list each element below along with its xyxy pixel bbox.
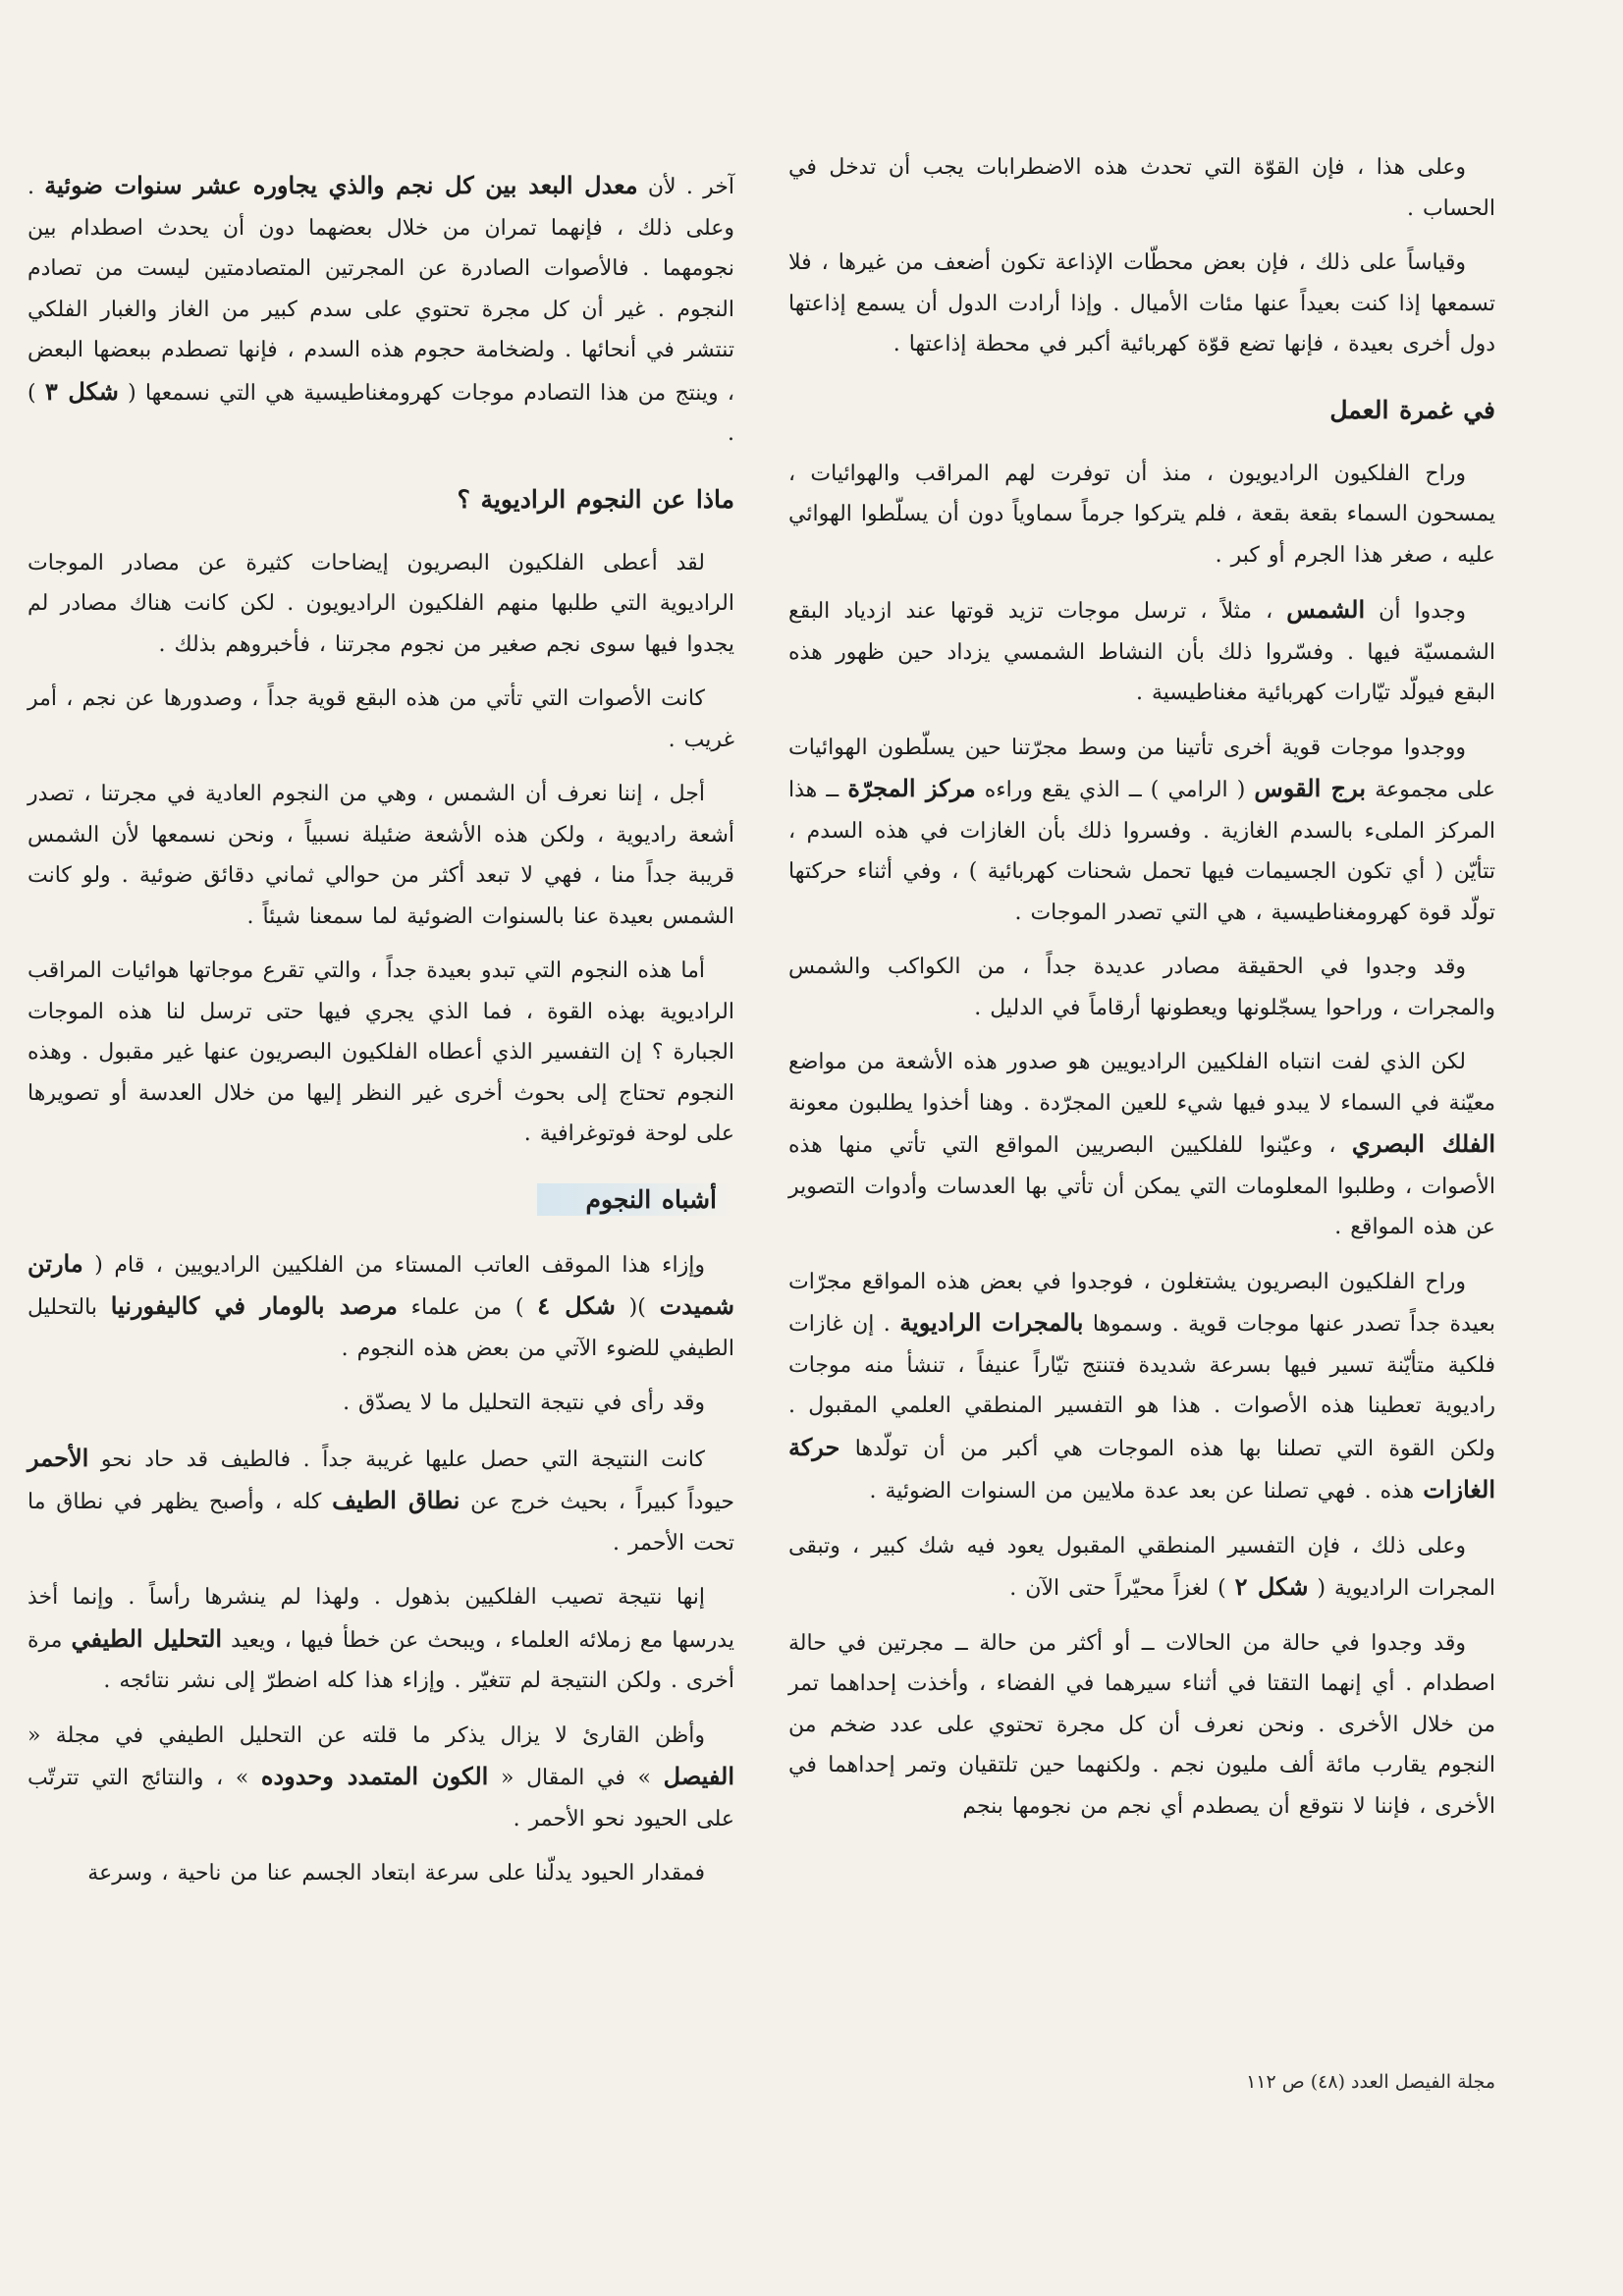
paragraph: إنها نتيجة تصيب الفلكيين بذهول . ولهذا لم ينشرها رأساً . وإنما أخذ يدرسها مع زملائه العلماء ، ويبحث عن خطأ فيها ، ويعيد التحليل الطيفي مرة أخرى . ولكن النتيجة لم تتغيّر . وإزاء هذا كله اضطرّ إلى نشر نتائجه .: [27, 1585, 734, 1693]
paragraph: وأظن القارئ لا يزال يذكر ما قلته عن التحليل الطيفي في مجلة « الفيصل » في المقال « الكون المتمدد وحدوده » ، والنتائج التي تترتّب على الحيود نحو الأحمر .: [27, 1722, 735, 1831]
paragraph: وجدوا أن الشمس ، مثلاً ، ترسل موجات تزيد قوتها عند ازدياد البقع الشمسيّة فيها . وفسّروا ذلك بأن النشاط الشمسي يزداد حين ظهور هذه البقع فيولّد تيّارات كهربائية مغناطيسية .: [788, 595, 1495, 705]
paragraph: أجل ، إننا نعرف أن الشمس ، وهي من النجوم العادية في مجرتنا ، تصدر أشعة راديوية ، ولكن هذه الأشعة ضئيلة نسبياً ، ونحن نسمعها لأن الشمس قريبة جداً منا ، فهي لا تبعد أكثر من حوالي ثماني دقائق ضوئية . ولو كانت الشمس بعيدة عنا بالسنوات الضوئية لما سمعنا شيئاً .: [27, 782, 734, 929]
paragraph: آخر . لأن معدل البعد بين كل نجم والذي يجاوره عشر سنوات ضوئية . وعلى ذلك ، فإنهما تمران من خلال بعضهما دون أن يحدث اصطدام بين نجومهما . فالأصوات الصادرة عن المجرتين المتصادمتين ليست من تصادم النجوم . غير أن كل مجرة تحتوي على سدم كبير من الغاز والغبار الفلكي تنتشر في أنحائها . ولضخامة حجوم هذه السدم ، فإنها تصطدم ببعضها البعض ، وينتج من هذا التصادم موجات كهرومغناطيسية هي التي نسمعها ( شكل ٣ ) .: [27, 171, 735, 446]
paragraph: لقد أعطى الفلكيون البصريون إيضاحات كثيرة عن مصادر الموجات الراديوية التي طلبها منهم الفلكيون الراديويون . لكن كانت هناك مصادر لم يجدوا فيها سوى نجم صغير من نجوم مجرتنا ، فأخبروهم بذلك .: [27, 550, 734, 657]
section-heading-in-the-thick-of-work: في غمرة العمل: [1329, 395, 1495, 424]
paragraph: ووجدوا موجات قوية أخرى تأتينا من وسط مجرّتنا حين يسلّطون الهوائيات على مجموعة برج القوس ( الرامي ) ــ الذي يقع وراءه مركز المجرّة ــ هذا المركز الملىء بالسدم الغازية . وفسروا ذلك بأن الغازات في هذه السدم ، تتأيّن ( أي تكون الجسيمات فيها تحمل شحنات كهربائية ) ، وفي أثناء حركتها تولّد قوة كهرومغناطيسية ، هي التي تصدر الموجات .: [788, 735, 1496, 925]
paragraph: وقد رأى في نتيجة التحليل ما لا يصدّق .: [343, 1391, 705, 1415]
left-column: [27, 165, 734, 1908]
section-heading-quasars-text: أشباه النجوم: [537, 1183, 735, 1216]
paragraph: وقد وجدوا في الحقيقة مصادر عديدة جداً ، من الكواكب والشمس والمجرات ، وراحوا يسجّلونها ويعطونها أرقاماً في الدليل .: [788, 955, 1495, 1020]
paragraph: كانت الأصوات التي تأتي من هذه البقع قوية جداً ، وصدورها عن نجم ، أمر غريب .: [27, 686, 734, 752]
paragraph: أما هذه النجوم التي تبدو بعيدة جداً ، والتي تقرع موجاتها هوائيات المراقب الراديوية بهذه القوة ، فما الذي يجري فيها حتى ترسل لنا هذه الموجات الجبارة ؟ إن التفسير الذي أعطاه الفلكيون البصريون عنها غير مقبول . وهذه النجوم تحتاج إلى بحوث أخرى غير النظر إليها من خلال العدسة أو تصويرها على لوحة فوتوغرافية .: [27, 958, 734, 1146]
paragraph: وقد وجدوا في حالة من الحالات ــ أو أكثر من حالة ــ مجرتين في حالة اصطدام . أي إنهما التقتا في أثناء سيرهما في الفضاء ، وأخذت إحداهما تمر من خلال الأخرى . ونحن نعرف أن كل مجرة تحتوي على عدد ضخم من النجوم يقارب مائة ألف مليون نجم . ولكنهما حين تلتقيان وتمر إحداهما في الأخرى ، فإننا لا نتوقع أن يصطدم أي نجم من نجومها بنجم: [788, 1630, 1495, 1819]
paragraph: وراح الفلكيون البصريون يشتغلون ، فوجدوا في بعض هذه المواقع مجرّات بعيدة جداً تصدر عنها موجات قوية . وسموها بالمجرات الراديوية . إن غازات فلكية متأيّنة تسير فيها بسرعة شديدة فتنتج تيّاراً عنيفاً ، تنشأ منه موجات راديوية تعطينا هذه الأصوات . هذا هو التفسير المنطقي العلمي المقبول . ولكن القوة التي تصلنا بها هذه الموجات هي أكبر من أن تولّدها حركة الغازات هذه . فهي تصلنا عن بعد عدة ملايين من السنوات الضوئية .: [788, 1269, 1496, 1503]
paragraph: وقياساً على ذلك ، فإن بعض محطّات الإذاعة تكون أضعف من غيرها ، فلا تسمعها إذا كنت بعيداً عنها مئات الأميال . وإذا أرادت الدول أن يسمع إذاعتها دول أخرى بعيدة ، فإنها تضع قوّة كهربائية أكبر في محطة إذاعتها .: [788, 250, 1495, 356]
section-heading-radio-stars: ماذا عن النجوم الراديوية ؟: [457, 484, 734, 514]
paragraph: لكن الذي لفت انتباه الفلكيين الراديويين هو صدور هذه الأشعة من مواضع معيّنة في السماء لا يبدو فيها شيء للعين المجرّدة . وهنا أخذوا يطلبون معونة الفلك البصري ، وعيّنوا للفلكيين البصريين المواقع التي تأتي منها هذه الأصوات ، وطلبوا المعلومات التي يمكن أن تأتي بها العدسات وأدوات التصوير عن هذه المواقع .: [788, 1050, 1495, 1239]
paragraph: وعلى هذا ، فإن القوّة التي تحدث هذه الاضطرابات يجب أن تدخل في الحساب .: [788, 155, 1495, 221]
paragraph: وراح الفلكيون الراديويون ، منذ أن توفرت لهم المراقب والهوائيات ، يمسحون السماء بقعة بقعة ، فلم يتركوا جرماً سماوياً دون أن يسلّطوا الهوائي عليه ، صغر هذا الجرم أو كبر .: [788, 461, 1495, 568]
right-column: [788, 147, 1495, 1840]
paragraph: كانت النتيجة التي حصل عليها غريبة جداً . فالطيف قد حاد نحو الأحمر حيوداً كبيراً ، بحيث خرج عن نطاق الطيف كله ، وأصبح يظهر في نطاق ما تحت الأحمر .: [27, 1443, 735, 1556]
section-heading-quasars: [27, 1180, 734, 1220]
paragraph: وإزاء هذا الموقف العاتب المستاء من الفلكيين الراديويين ، قام ( مارتن شميدت )( شكل ٤ ) من علماء مرصد بالومار في كاليفورنيا بالتحليل الطيفي للضوء الآتي من بعض هذه النجوم .: [27, 1248, 734, 1361]
paragraph: وعلى ذلك ، فإن التفسير المنطقي المقبول يعود فيه شك كبير ، وتبقى المجرات الراديوية ( شكل ٢ ) لغزاً محيّراً حتى الآن .: [788, 1533, 1495, 1601]
paragraph: فمقدار الحيود يدلّنا على سرعة ابتعاد الجسم عنا من ناحية ، وسرعة: [87, 1861, 705, 1886]
page-footer: مجلة الفيصل العدد (٤٨) ص ١١٢: [1246, 2071, 1495, 2093]
